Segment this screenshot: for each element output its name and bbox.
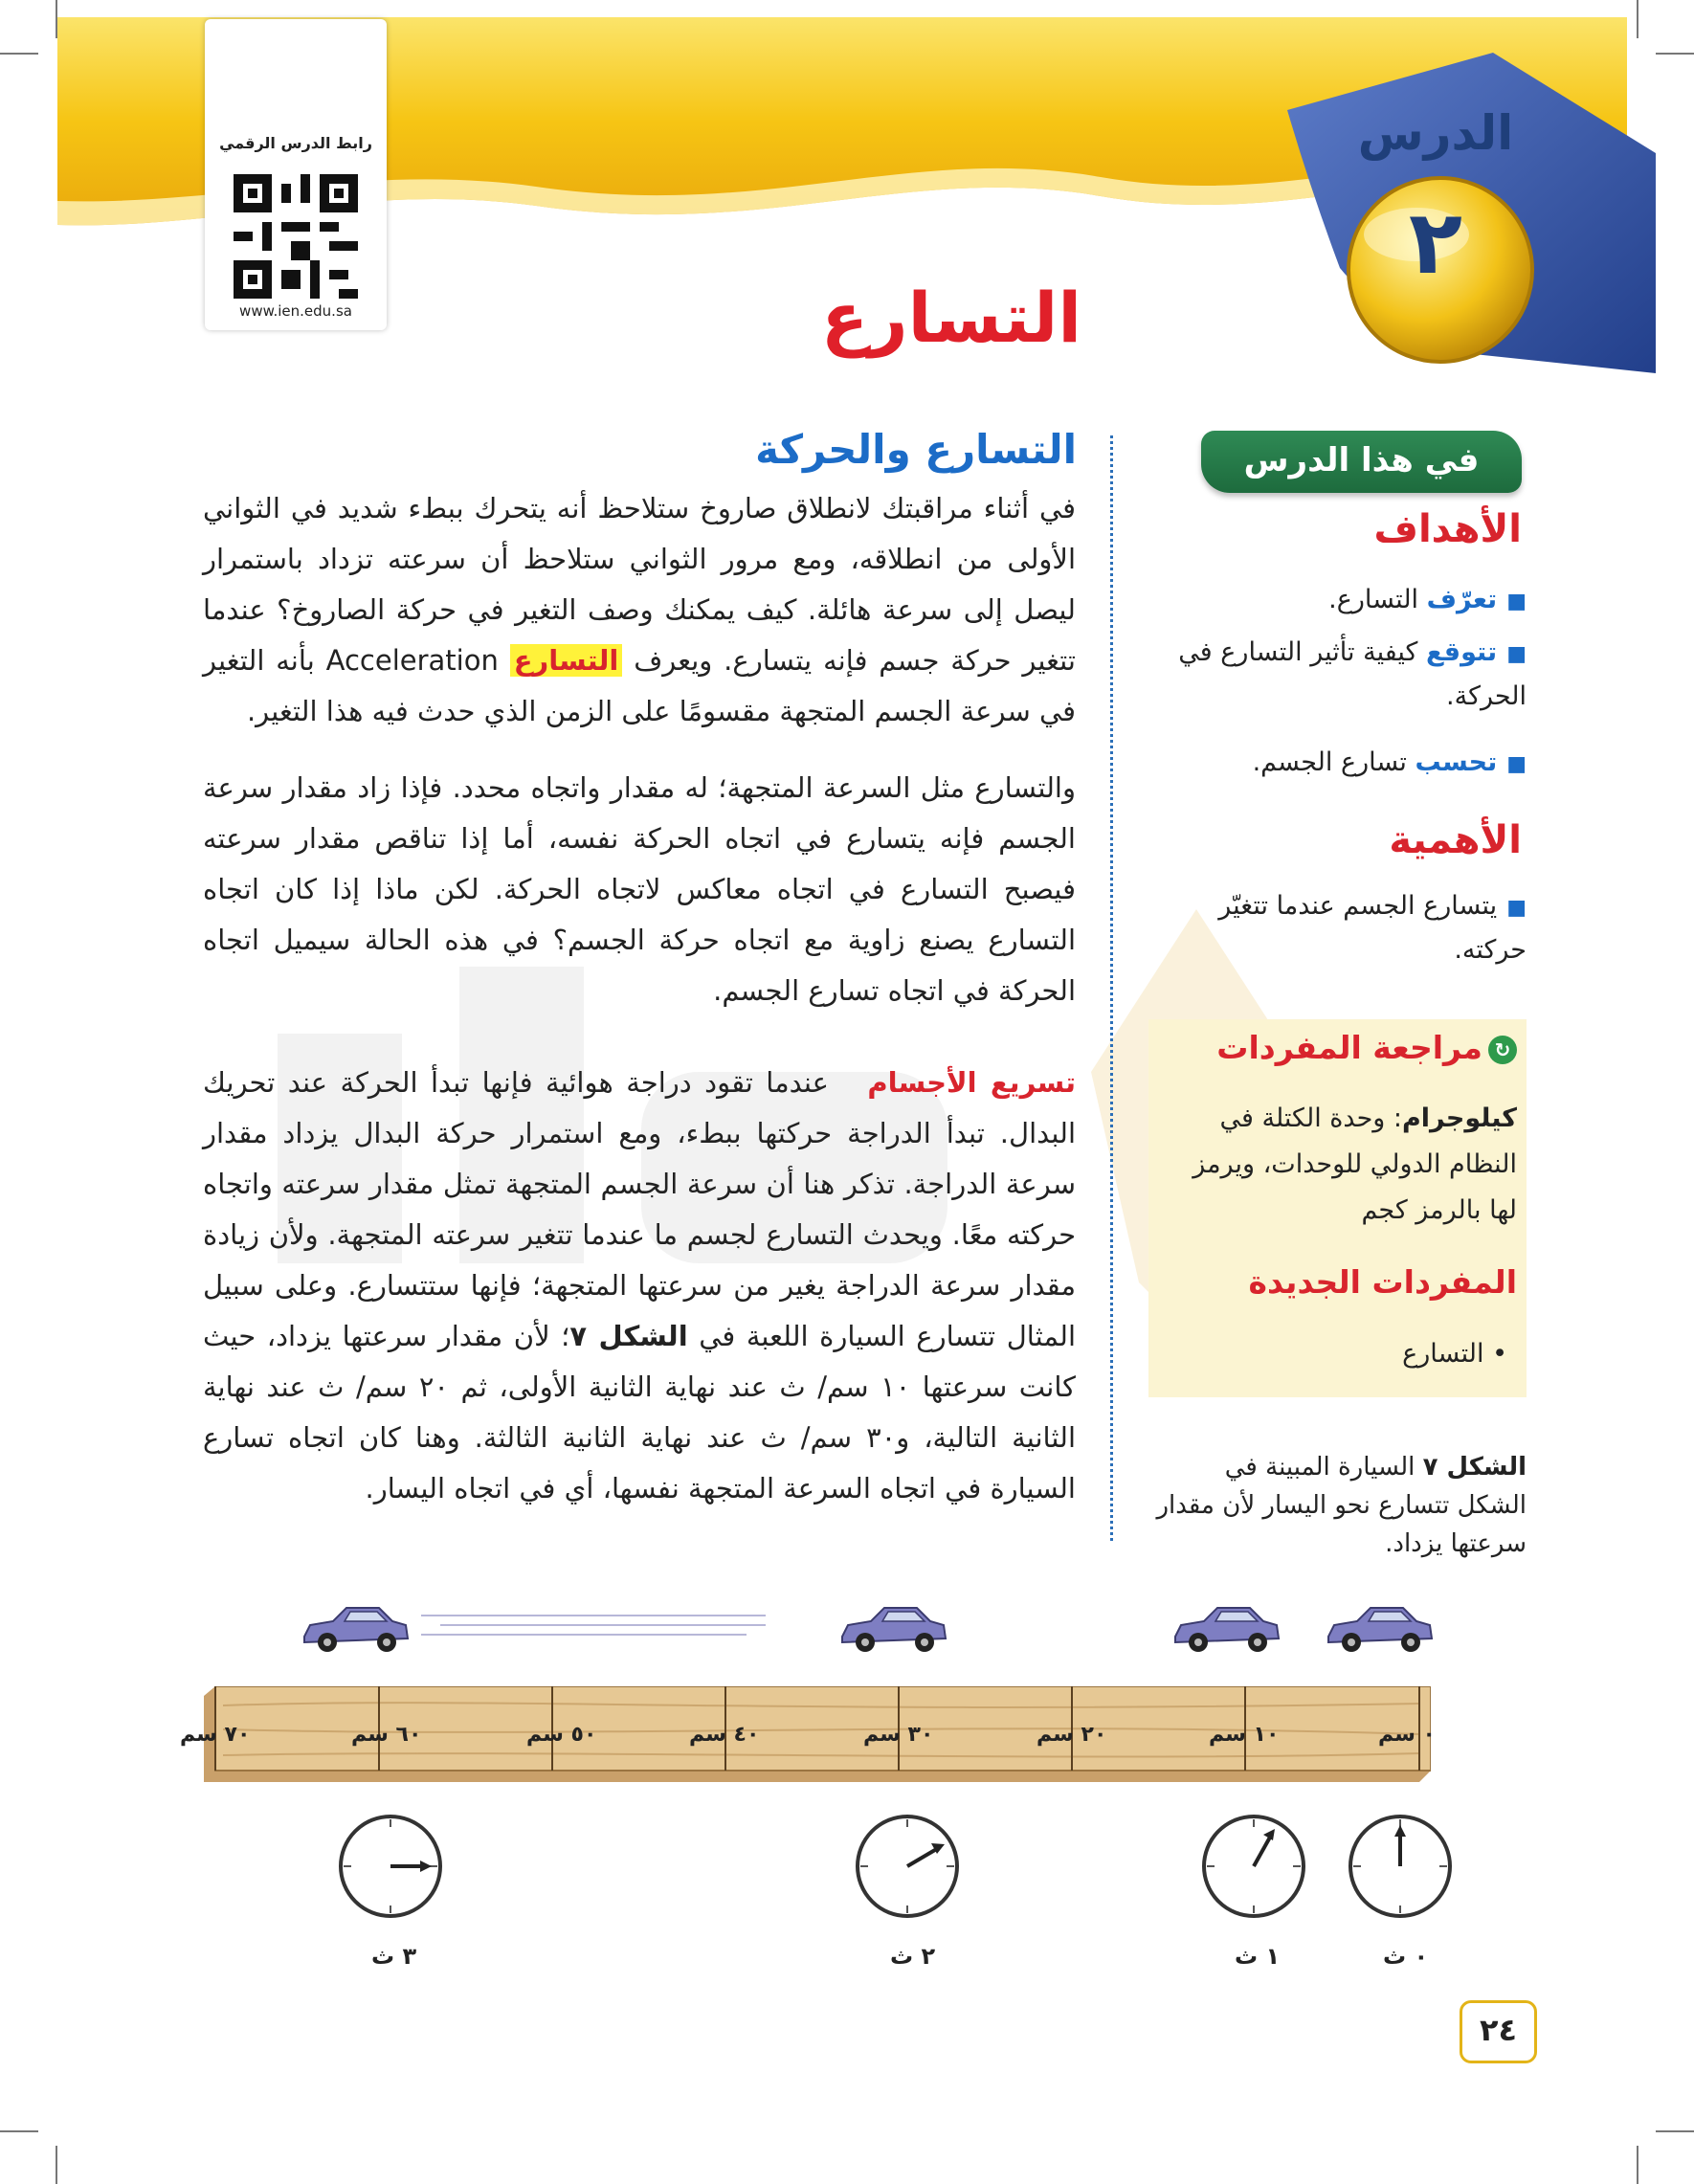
new-vocab-heading: المفردات الجديدة	[1248, 1263, 1517, 1301]
in-lesson-badge: في هذا الدرس	[1201, 431, 1522, 493]
vocab-review-heading: ↻مراجعة المفردات	[1177, 1029, 1517, 1066]
page-number: ٢٤	[1460, 2000, 1537, 2063]
motion-lines	[421, 1608, 766, 1646]
key-term: التسارع	[510, 644, 623, 677]
review-icon: ↻	[1488, 1036, 1517, 1064]
toy-car	[297, 1600, 412, 1658]
qr-url[interactable]: www.ien.edu.sa	[239, 302, 352, 320]
stopwatch-icon	[855, 1814, 960, 1919]
objective-item: ■تتوقع كيفية تأثير التسارع في الحركة.	[1178, 637, 1527, 711]
objective-item: ■تحسب تسارع الجسم.	[1252, 747, 1527, 777]
bullet-icon: ■	[1506, 590, 1527, 613]
column-divider	[1110, 435, 1113, 1541]
clock-label: ١ ث	[1235, 1943, 1281, 1970]
page-title: التسارع	[820, 278, 1081, 358]
ruler-tick-label: ٧٠ سم	[180, 1723, 251, 1747]
figure-caption: الشكل ٧ السيارة المبينة في الشكل تتسارع نحو اليسار لأن مقدار سرعتها يزداد.	[1156, 1453, 1527, 1558]
paragraph-2: والتسارع مثل السرعة المتجهة؛ له مقدار واتجاه محدد. فإذا زاد مقدار سرعة الجسم فإنه يتسارع في اتجاه الحركة نفسه، أما إذا تناقص مقدار سرعته فيصبح التسارع في اتجاه معاكس لاتجاه الحركة. لكن ماذا إذا كان اتجاه التسارع يصنع زاوية مع اتجاه حركة الجسم؟ في هذه الحالة سيميل اتجاه الحركة في اتجاه تسارع الجسم.	[203, 771, 1076, 1007]
section-title: التسارع والحركة	[755, 426, 1077, 473]
ruler-tick-label: ٦٠ سم	[351, 1723, 422, 1747]
importance-item: ■يتسارع الجسم عندما تتغيّر حركته.	[1218, 891, 1527, 965]
bullet-icon: ■	[1506, 642, 1527, 666]
ruler-tick-label: ١٠ سم	[1209, 1723, 1280, 1747]
objective-item: ■تعرّف التسارع.	[1328, 585, 1527, 614]
stopwatch-icon	[1348, 1814, 1453, 1919]
new-vocab-item: • التسارع	[1402, 1339, 1507, 1369]
qr-title: رابط الدرس الرقمي	[219, 134, 372, 152]
lesson-label: الدرس	[1357, 105, 1514, 161]
qr-code[interactable]	[234, 174, 358, 299]
objectives-heading: الأهداف	[1373, 507, 1522, 551]
paragraph-1: في أثناء مراقبتك لانطلاق صاروخ ستلاحظ أنه يتحرك ببطء شديد في الثواني الأولى من انطلاقه، ومع مرور الثواني ستلاحظ أن سرعته تزداد باستمرار ليصل إلى سرعة هائلة. كيف يمكنك وصف التغير في حركة الصاروخ؟ عندما تتغير حركة جسم فإنه يتسارع. ويعرف التسارع Acceleration بأنه التغير في سرعة الجسم المتجهة مقسومًا على الزمن الذي حدث فيه هذا التغير.	[203, 492, 1076, 727]
clock-label: ٠ ث	[1383, 1943, 1429, 1970]
ruler-tick-label: ٥٠ سم	[526, 1723, 597, 1747]
toy-car	[1321, 1600, 1436, 1658]
ruler-tick-label: ٢٠ سم	[1036, 1723, 1107, 1747]
ruler-tick-label: ٤٠ سم	[689, 1723, 760, 1747]
subheading: تسريع الأجسام	[867, 1066, 1077, 1099]
qr-card[interactable]	[205, 19, 387, 330]
toy-car	[835, 1600, 949, 1658]
ruler-tick-label: ٠ سم	[1378, 1723, 1436, 1747]
toy-car	[1168, 1600, 1282, 1658]
vocab-review-definition: كيلوجرام: وحدة الكتلة في النظام الدولي للوحدات، ويرمز لها بالرمز كجم	[1192, 1103, 1517, 1225]
stopwatch-icon	[1201, 1814, 1306, 1919]
bullet-icon: ■	[1506, 752, 1527, 776]
clock-label: ٢ ث	[890, 1943, 936, 1970]
clock-label: ٣ ث	[371, 1943, 417, 1970]
bullet-icon: ■	[1506, 896, 1527, 920]
ruler-tick-label: ٣٠ سم	[863, 1723, 934, 1747]
importance-heading: الأهمية	[1389, 818, 1522, 862]
stopwatch-icon	[338, 1814, 443, 1919]
lesson-number: ٢	[1408, 191, 1463, 294]
paragraph-3: تسريع الأجسام عندما تقود دراجة هوائية فإنها تبدأ الحركة عند تحريك البدال. تبدأ الدراجة حركتها ببطء، ومع استمرار حركة البدال يزداد مقدار سرعة الدراجة. تذكر هنا أن سرعة الجسم المتجهة تمثل مقدار سرعته واتجاه حركته معًا. ويحدث التسارع لجسم ما عندما تتغير سرعته المتجهة. ولأن زيادة مقدار سرعة الدراجة يغير من سرعتها المتجهة؛ فإنها ستتسارع. وعلى سبيل المثال تتسارع السيارة اللعبة في الشكل ٧؛ لأن مقدار سرعتها يزداد، حيث كانت سرعتها ١٠ سم/ ث عند نهاية الثانية الأولى، ثم ٢٠ سم/ ث عند نهاية الثانية التالية، و٣٠ سم/ ث عند نهاية الثانية الثالثة. وهنا كان اتجاه تسارع السيارة في اتجاه السرعة المتجهة نفسها، أي في اتجاه اليسار.	[203, 1066, 1077, 1504]
